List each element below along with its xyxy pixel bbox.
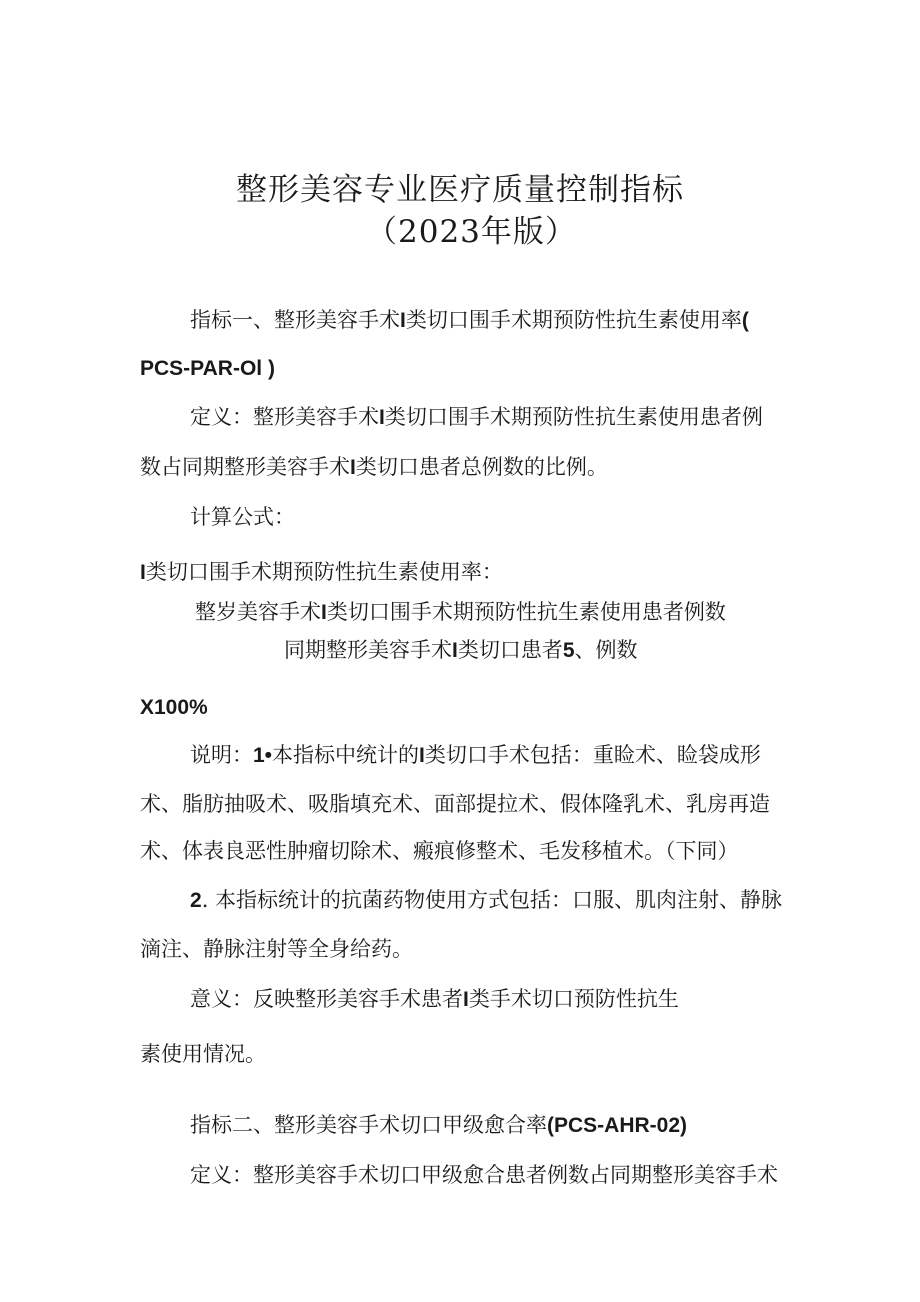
indicator-1-definition: 定义：整形美容手术I类切口围手术期预防性抗生素使用患者例 xyxy=(190,405,763,429)
formula-lhs: I类切口围手术期预防性抗生素使用率： xyxy=(140,560,503,584)
formula-label: 计算公式： xyxy=(190,505,295,529)
formula-numerator: 整岁美容手术I类切口围手术期预防性抗生素使用患者例数 xyxy=(195,600,726,624)
indicator-2-definition: 定义：整形美容手术切口甲级愈合患者例数占同期整形美容手术 xyxy=(190,1163,778,1187)
formula-multiplier: X100% xyxy=(140,696,208,719)
indicator-1-heading: 指标一、整形美容手术I类切口围手术期预防性抗生素使用率( xyxy=(190,308,749,332)
formula-denominator: 同期整形美容手术I类切口患者5、例数 xyxy=(284,638,638,662)
indicator-1-significance-cont: 素使用情况。 xyxy=(140,1042,266,1066)
document-edition: （2023年版） xyxy=(366,214,577,250)
note-2: 2. 本指标统计的抗菌药物使用方式包括：口服、肌肉注射、静脉 xyxy=(190,888,783,912)
note-2-line-2: 滴注、静脉注射等全身给药。 xyxy=(140,937,413,961)
indicator-1-definition-cont: 数占同期整形美容手术I类切口患者总例数的比例。 xyxy=(140,455,608,479)
note-1-line-3: 术、体表良恶性肿瘤切除术、瘢痕修整术、毛发移植术。（下同） xyxy=(140,839,739,863)
indicator-2-heading: 指标二、整形美容手术切口甲级愈合率(PCS-AHR-02) xyxy=(190,1113,688,1137)
note-1: 说明：1•本指标中统计的I类切口手术包括：重睑术、睑袋成形 xyxy=(190,743,761,767)
indicator-1-code: PCS-PAR-Ol ) xyxy=(140,357,275,380)
document-title: 整形美容专业医疗质量控制指标 xyxy=(236,172,684,208)
indicator-1-significance: 意义：反映整形美容手术患者I类手术切口预防性抗生 xyxy=(190,987,679,1011)
note-1-line-2: 术、脂肪抽吸术、吸脂填充术、面部提拉术、假体隆乳术、乳房再造 xyxy=(140,792,770,816)
